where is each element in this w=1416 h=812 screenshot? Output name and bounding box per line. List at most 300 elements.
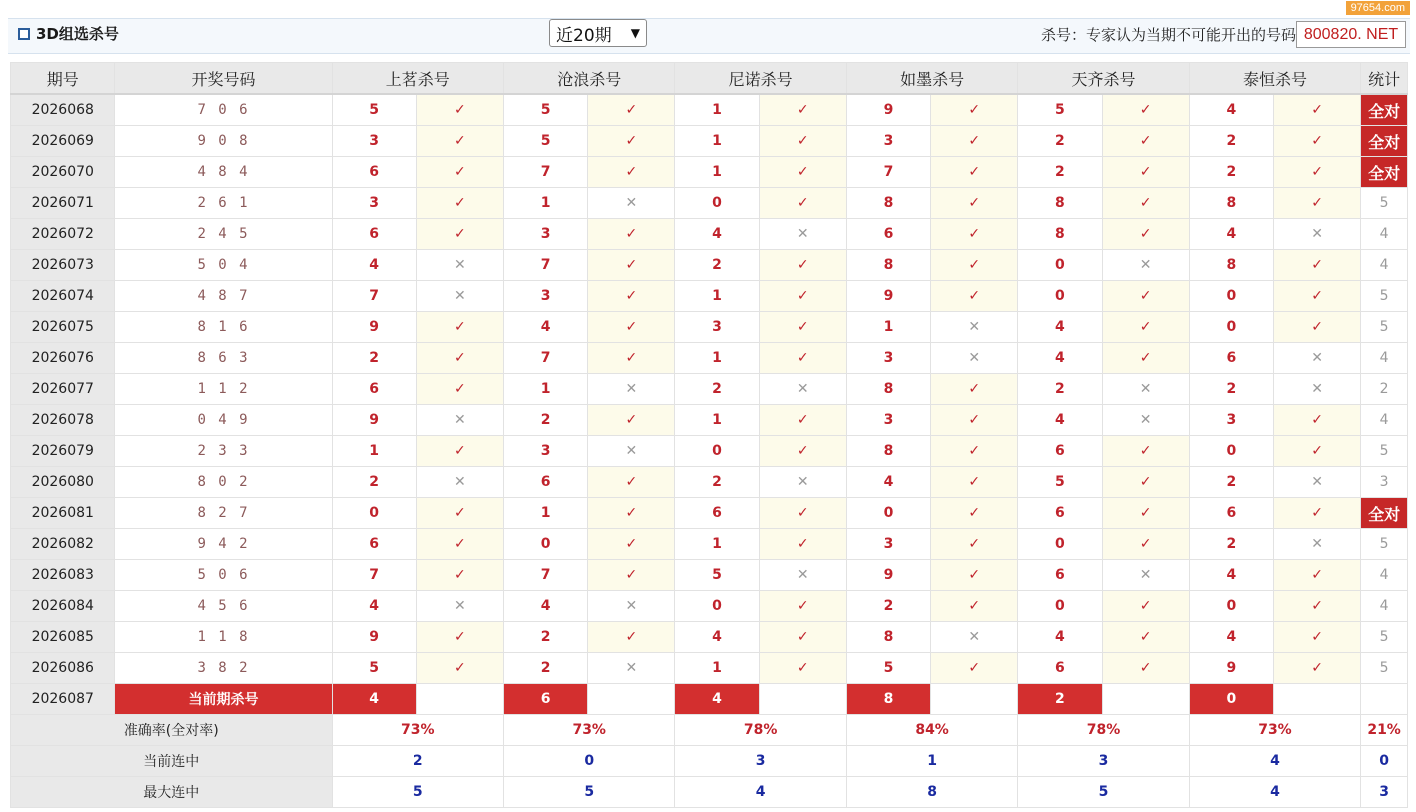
check-icon: ✓ <box>1102 343 1189 374</box>
cross-icon: ✕ <box>416 591 503 622</box>
kill-number-cell: 4 <box>1189 622 1273 653</box>
check-icon: ✓ <box>759 188 846 219</box>
empty-cell <box>1361 684 1408 715</box>
check-icon: ✓ <box>759 529 846 560</box>
check-icon: ✓ <box>1102 591 1189 622</box>
check-icon: ✓ <box>588 343 675 374</box>
table-row <box>11 653 1408 684</box>
kill-number-cell: 8 <box>846 188 930 219</box>
kill-number-cell: 0 <box>1189 281 1273 312</box>
kill-number-cell: 4 <box>1189 560 1273 591</box>
kill-number-cell: 5 <box>1018 94 1102 126</box>
kill-number-cell: 1 <box>504 374 588 405</box>
kill-number-cell: 7 <box>504 343 588 374</box>
current-kill-value: 0 <box>1226 691 1237 707</box>
current-kill-number <box>332 684 416 715</box>
cross-icon: ✕ <box>1273 343 1360 374</box>
stat-count-cell: 3 <box>1361 467 1408 498</box>
check-icon: ✓ <box>931 250 1018 281</box>
draw-number-cell: 1 1 2 <box>115 374 332 405</box>
cross-icon: ✕ <box>588 374 675 405</box>
stat-count-cell: 4 <box>1361 250 1408 281</box>
check-icon: ✓ <box>588 250 675 281</box>
check-icon: ✓ <box>931 560 1018 591</box>
check-icon: ✓ <box>1273 281 1360 312</box>
kill-number-cell: 5 <box>846 653 930 684</box>
check-icon: ✓ <box>588 498 675 529</box>
check-icon: ✓ <box>759 312 846 343</box>
kill-number-cell: 1 <box>675 281 759 312</box>
check-icon: ✓ <box>931 281 1018 312</box>
summary-value: 84% <box>846 715 1017 746</box>
kill-number-cell: 0 <box>846 498 930 529</box>
kill-number-cell: 6 <box>332 219 416 250</box>
check-icon: ✓ <box>759 436 846 467</box>
draw-number-cell: 4 5 6 <box>115 591 332 622</box>
cross-icon: ✕ <box>1273 374 1360 405</box>
cross-icon: ✕ <box>759 219 846 250</box>
kill-number-cell: 2 <box>504 653 588 684</box>
column-header-expert-2: 沧浪杀号 <box>504 63 675 95</box>
check-icon: ✓ <box>759 343 846 374</box>
stat-count-cell: 5 <box>1361 281 1408 312</box>
kill-number-cell: 3 <box>846 529 930 560</box>
table-row <box>11 436 1408 467</box>
kill-number-cell: 0 <box>1018 250 1102 281</box>
kill-number-cell: 1 <box>504 498 588 529</box>
kill-number-cell: 8 <box>846 374 930 405</box>
kill-number-cell: 3 <box>332 126 416 157</box>
check-icon: ✓ <box>416 94 503 126</box>
kill-number-cell: 2 <box>675 374 759 405</box>
check-icon: ✓ <box>588 467 675 498</box>
current-kill-value: 6 <box>540 691 551 707</box>
check-icon: ✓ <box>588 529 675 560</box>
kill-number-cell: 6 <box>1018 498 1102 529</box>
check-icon: ✓ <box>416 374 503 405</box>
check-icon: ✓ <box>416 312 503 343</box>
check-icon: ✓ <box>1273 157 1360 188</box>
check-icon: ✓ <box>931 157 1018 188</box>
cross-icon: ✕ <box>588 436 675 467</box>
table-row <box>11 405 1408 436</box>
cross-icon: ✕ <box>1102 405 1189 436</box>
watermark: 97654.com <box>1346 1 1410 15</box>
kill-number-cell: 1 <box>675 126 759 157</box>
check-icon: ✓ <box>759 622 846 653</box>
check-icon: ✓ <box>931 467 1018 498</box>
current-kill-value: 2 <box>1055 691 1065 707</box>
summary-total: 3 <box>1361 777 1408 808</box>
kill-number-cell: 8 <box>846 622 930 653</box>
period-cell: 2026083 <box>11 560 115 591</box>
kill-number-cell: 9 <box>846 94 930 126</box>
current-kill-number <box>504 684 588 715</box>
check-icon: ✓ <box>1102 188 1189 219</box>
stat-count-cell: 4 <box>1361 405 1408 436</box>
period-cell: 2026084 <box>11 591 115 622</box>
cross-icon: ✕ <box>1273 467 1360 498</box>
kill-number-cell: 1 <box>846 312 930 343</box>
kill-number-cell: 6 <box>332 374 416 405</box>
draw-number-cell: 4 8 4 <box>115 157 332 188</box>
draw-number-cell: 7 0 6 <box>115 94 332 126</box>
period-cell: 2026086 <box>11 653 115 684</box>
cross-icon: ✕ <box>1273 529 1360 560</box>
kill-number-cell: 6 <box>504 467 588 498</box>
check-icon: ✓ <box>1273 560 1360 591</box>
empty-cell <box>931 684 1018 715</box>
kill-number-cell: 2 <box>846 591 930 622</box>
page-title <box>18 23 119 44</box>
cross-icon: ✕ <box>588 188 675 219</box>
draw-number-cell: 5 0 4 <box>115 250 332 281</box>
cross-icon: ✕ <box>759 467 846 498</box>
summary-label: 最大连中 <box>11 777 333 808</box>
check-icon: ✓ <box>588 405 675 436</box>
check-icon: ✓ <box>1102 653 1189 684</box>
column-header-expert-1: 上茗杀号 <box>332 63 503 95</box>
stat-count-cell: 5 <box>1361 622 1408 653</box>
kill-number-cell: 2 <box>1189 126 1273 157</box>
kill-number-cell: 3 <box>846 405 930 436</box>
period-cell: 2026080 <box>11 467 115 498</box>
summary-value: 2 <box>332 746 503 777</box>
kill-number-cell: 7 <box>504 560 588 591</box>
check-icon: ✓ <box>931 653 1018 684</box>
kill-number-cell: 0 <box>675 188 759 219</box>
kill-number-cell: 2 <box>504 622 588 653</box>
check-icon: ✓ <box>588 126 675 157</box>
kill-number-cell: 8 <box>846 436 930 467</box>
check-icon: ✓ <box>1273 653 1360 684</box>
summary-row <box>11 777 1408 808</box>
check-icon: ✓ <box>588 622 675 653</box>
check-icon: ✓ <box>1273 622 1360 653</box>
kill-number-cell: 9 <box>846 560 930 591</box>
stat-count-cell: 2 <box>1361 374 1408 405</box>
check-icon: ✓ <box>1273 94 1360 126</box>
cross-icon: ✕ <box>416 250 503 281</box>
cross-icon: ✕ <box>416 281 503 312</box>
summary-value: 4 <box>675 777 846 808</box>
kill-number-cell: 8 <box>1018 219 1102 250</box>
current-kill-value: 8 <box>883 691 894 707</box>
kill-number-cell: 1 <box>675 529 759 560</box>
kill-number-cell: 4 <box>1018 405 1102 436</box>
period-cell: 2026069 <box>11 126 115 157</box>
kill-number-cell: 4 <box>504 591 588 622</box>
check-icon: ✓ <box>759 250 846 281</box>
check-icon: ✓ <box>1273 405 1360 436</box>
draw-number-cell: 1 1 8 <box>115 622 332 653</box>
empty-cell <box>416 684 503 715</box>
check-icon: ✓ <box>416 436 503 467</box>
period-cell: 2026073 <box>11 250 115 281</box>
period-cell: 2026087 <box>11 684 115 715</box>
kill-number-cell: 6 <box>1018 653 1102 684</box>
kill-number-cell: 3 <box>675 312 759 343</box>
period-cell: 2026077 <box>11 374 115 405</box>
summary-value: 78% <box>1018 715 1189 746</box>
stat-count-cell: 5 <box>1361 529 1408 560</box>
kill-number-cell: 8 <box>1018 188 1102 219</box>
check-icon: ✓ <box>1102 529 1189 560</box>
table-row <box>11 126 1408 157</box>
check-icon: ✓ <box>759 591 846 622</box>
stat-count-cell: 4 <box>1361 591 1408 622</box>
check-icon: ✓ <box>1102 312 1189 343</box>
cross-icon: ✕ <box>1102 560 1189 591</box>
kill-number-cell: 2 <box>504 405 588 436</box>
table-row <box>11 343 1408 374</box>
kill-number-cell: 6 <box>332 529 416 560</box>
period-cell: 2026072 <box>11 219 115 250</box>
kill-number-cell: 0 <box>1189 436 1273 467</box>
period-cell: 2026082 <box>11 529 115 560</box>
kill-number-cell: 6 <box>1189 343 1273 374</box>
kill-number-cell: 0 <box>675 591 759 622</box>
kill-number-cell: 2 <box>675 467 759 498</box>
summary-label: 准确率(全对率) <box>11 715 333 746</box>
kill-number-cell: 0 <box>1018 281 1102 312</box>
check-icon: ✓ <box>588 281 675 312</box>
check-icon: ✓ <box>416 126 503 157</box>
kill-number-cell: 6 <box>675 498 759 529</box>
summary-value: 4 <box>1189 746 1360 777</box>
kill-number-cell: 3 <box>504 219 588 250</box>
cross-icon: ✕ <box>416 467 503 498</box>
check-icon: ✓ <box>759 281 846 312</box>
kill-number-cell: 4 <box>332 250 416 281</box>
check-icon: ✓ <box>1273 436 1360 467</box>
check-icon: ✓ <box>1102 281 1189 312</box>
period-cell: 2026075 <box>11 312 115 343</box>
kill-number-cell: 2 <box>332 343 416 374</box>
check-icon: ✓ <box>416 622 503 653</box>
kill-number-cell: 0 <box>1018 529 1102 560</box>
check-icon: ✓ <box>1273 188 1360 219</box>
kill-number-cell: 7 <box>504 250 588 281</box>
kill-number-cell: 2 <box>332 467 416 498</box>
kill-number-cell: 2 <box>1018 374 1102 405</box>
kill-number-cell: 1 <box>675 94 759 126</box>
check-icon: ✓ <box>1273 312 1360 343</box>
table-row <box>11 219 1408 250</box>
period-cell: 2026076 <box>11 343 115 374</box>
table-row <box>11 281 1408 312</box>
kill-number-cell: 3 <box>846 343 930 374</box>
check-icon: ✓ <box>931 374 1018 405</box>
check-icon: ✓ <box>931 498 1018 529</box>
table-row <box>11 560 1408 591</box>
current-kill-value: 4 <box>712 691 722 707</box>
all-correct-badge: 全对 <box>1361 126 1408 157</box>
column-header-stat: 统计 <box>1361 63 1408 95</box>
summary-value: 3 <box>675 746 846 777</box>
kill-number-cell: 0 <box>675 436 759 467</box>
stat-count-cell: 5 <box>1361 312 1408 343</box>
summary-total: 0 <box>1361 746 1408 777</box>
all-correct-badge: 全对 <box>1361 157 1408 188</box>
table-row <box>11 94 1408 126</box>
check-icon: ✓ <box>416 188 503 219</box>
kill-number-cell: 8 <box>846 250 930 281</box>
kill-number-cell: 3 <box>846 126 930 157</box>
kill-number-cell: 6 <box>1018 560 1102 591</box>
stat-count-cell: 4 <box>1361 219 1408 250</box>
summary-row <box>11 715 1408 746</box>
kill-number-cell: 2 <box>1018 126 1102 157</box>
kill-number-cell: 4 <box>675 219 759 250</box>
check-icon: ✓ <box>1273 126 1360 157</box>
stat-count-cell: 5 <box>1361 188 1408 219</box>
check-icon: ✓ <box>931 126 1018 157</box>
draw-number-cell: 0 4 9 <box>115 405 332 436</box>
column-header-expert-6: 泰恒杀号 <box>1189 63 1360 95</box>
kill-number-cell: 7 <box>504 157 588 188</box>
draw-number-cell: 4 8 7 <box>115 281 332 312</box>
kill-number-cell: 0 <box>504 529 588 560</box>
cross-icon: ✕ <box>759 374 846 405</box>
draw-number-cell: 8 6 3 <box>115 343 332 374</box>
kill-number-cell: 0 <box>1018 591 1102 622</box>
kill-number-cell: 5 <box>504 126 588 157</box>
kill-number-cell: 1 <box>675 405 759 436</box>
check-icon: ✓ <box>759 498 846 529</box>
cross-icon: ✕ <box>416 405 503 436</box>
summary-value: 5 <box>1018 777 1189 808</box>
summary-value: 4 <box>1189 777 1360 808</box>
kill-number-cell: 8 <box>1189 188 1273 219</box>
empty-cell <box>1102 684 1189 715</box>
empty-cell <box>1273 684 1360 715</box>
all-correct-badge: 全对 <box>1361 94 1408 126</box>
table-body <box>11 94 1408 808</box>
site-logo[interactable] <box>1296 21 1406 48</box>
kill-number-cell: 2 <box>1189 467 1273 498</box>
kill-number-cell: 2 <box>1189 529 1273 560</box>
check-icon: ✓ <box>416 560 503 591</box>
kill-number-cell: 5 <box>332 653 416 684</box>
table-row <box>11 312 1408 343</box>
check-icon: ✓ <box>1273 591 1360 622</box>
check-icon: ✓ <box>759 126 846 157</box>
period-range-select[interactable] <box>549 19 647 47</box>
current-kill-number <box>675 684 759 715</box>
kill-number-cell: 4 <box>1018 312 1102 343</box>
check-icon: ✓ <box>759 405 846 436</box>
kill-number-cell: 4 <box>1018 343 1102 374</box>
draw-number-cell: 9 4 2 <box>115 529 332 560</box>
current-period-row <box>11 684 1408 715</box>
period-cell: 2026068 <box>11 94 115 126</box>
kill-number-cell: 1 <box>675 653 759 684</box>
table-row <box>11 498 1408 529</box>
cross-icon: ✕ <box>1102 374 1189 405</box>
kill-number-cell: 4 <box>1018 622 1102 653</box>
kill-number-cell: 5 <box>504 94 588 126</box>
kill-number-cell: 2 <box>1189 157 1273 188</box>
draw-number-cell: 8 2 7 <box>115 498 332 529</box>
table-row <box>11 188 1408 219</box>
check-icon: ✓ <box>588 94 675 126</box>
kill-number-cell: 5 <box>1018 467 1102 498</box>
cross-icon: ✕ <box>588 591 675 622</box>
kill-number-cell: 6 <box>332 157 416 188</box>
check-icon: ✓ <box>759 94 846 126</box>
summary-value: 0 <box>504 746 675 777</box>
summary-total: 21% <box>1361 715 1408 746</box>
check-icon: ✓ <box>931 529 1018 560</box>
check-icon: ✓ <box>1102 622 1189 653</box>
kill-number-cell: 6 <box>846 219 930 250</box>
checkbox-icon <box>18 28 30 40</box>
summary-value: 78% <box>675 715 846 746</box>
check-icon: ✓ <box>931 436 1018 467</box>
check-icon: ✓ <box>1102 94 1189 126</box>
kill-number-table <box>10 62 1408 808</box>
summary-row <box>11 746 1408 777</box>
check-icon: ✓ <box>416 653 503 684</box>
current-kill-value: 4 <box>369 691 380 707</box>
kill-number-cell: 1 <box>675 343 759 374</box>
check-icon: ✓ <box>416 219 503 250</box>
summary-value: 5 <box>504 777 675 808</box>
check-icon: ✓ <box>1102 498 1189 529</box>
chevron-down-icon: ▼ <box>630 26 640 40</box>
current-kill-number <box>846 684 930 715</box>
period-cell: 2026071 <box>11 188 115 219</box>
check-icon: ✓ <box>416 343 503 374</box>
kill-number-cell: 0 <box>1189 591 1273 622</box>
kill-number-cell: 5 <box>332 94 416 126</box>
period-cell: 2026081 <box>11 498 115 529</box>
summary-value: 8 <box>846 777 1017 808</box>
kill-number-cell: 4 <box>1189 94 1273 126</box>
cross-icon: ✕ <box>1102 250 1189 281</box>
kill-number-cell: 4 <box>504 312 588 343</box>
period-cell: 2026070 <box>11 157 115 188</box>
check-icon: ✓ <box>931 94 1018 126</box>
check-icon: ✓ <box>588 560 675 591</box>
check-icon: ✓ <box>588 157 675 188</box>
draw-number-cell: 8 0 2 <box>115 467 332 498</box>
site-logo-text: 800820. NET <box>1303 25 1399 43</box>
check-icon: ✓ <box>931 591 1018 622</box>
check-icon: ✓ <box>416 498 503 529</box>
page-title-text: 3D组选杀号 <box>36 25 119 43</box>
period-cell: 2026079 <box>11 436 115 467</box>
kill-number-cell: 4 <box>1189 219 1273 250</box>
draw-number-cell: 2 6 1 <box>115 188 332 219</box>
summary-value: 73% <box>332 715 503 746</box>
kill-number-cell: 3 <box>504 436 588 467</box>
summary-value: 5 <box>332 777 503 808</box>
kill-number-cell: 9 <box>332 622 416 653</box>
kill-number-cell: 7 <box>332 560 416 591</box>
summary-value: 73% <box>1189 715 1360 746</box>
check-icon: ✓ <box>416 529 503 560</box>
kill-number-cell: 6 <box>1018 436 1102 467</box>
column-header-period: 期号 <box>11 63 115 95</box>
check-icon: ✓ <box>1102 126 1189 157</box>
draw-number-cell: 5 0 6 <box>115 560 332 591</box>
table-row <box>11 591 1408 622</box>
kill-number-cell: 1 <box>675 157 759 188</box>
cross-icon: ✕ <box>588 653 675 684</box>
kill-number-cell: 2 <box>1189 374 1273 405</box>
